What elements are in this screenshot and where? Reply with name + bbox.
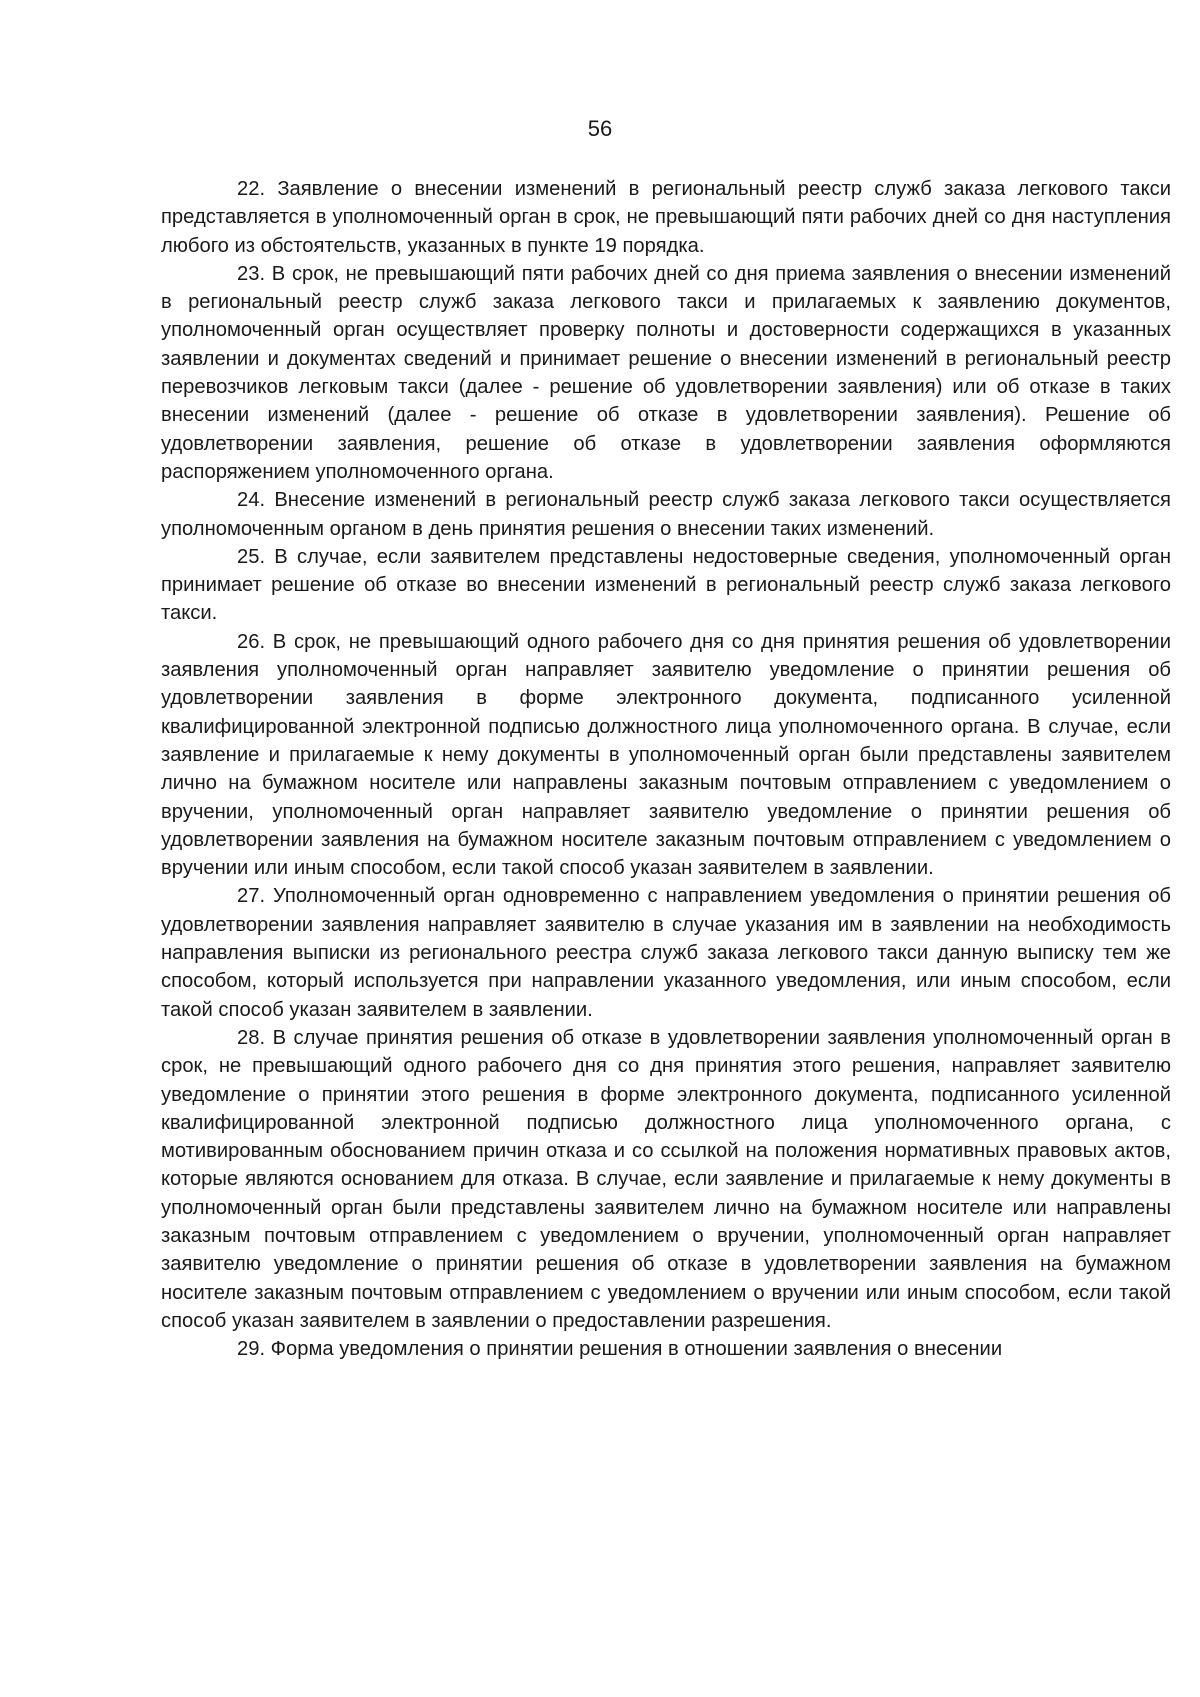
paragraph-28: 28. В случае принятия решения об отказе в удовлетворении заявления уполномоченный орган в срок, не превышающий одного рабочего дня со дня принятия этого решения, направляет заявителю уведомление о принятии этого решения в форме электронного документа, подписанного усиленной квалифицированной электронной подписью должностного лица уполномоченного органа, с мотивированным обоснованием причин отказа и со ссылкой на положения нормативных правовых актов, которые являются основанием для отказа. В случае, если заявление и прилагаемые к нему документы в уполномоченный орган были представлены заявителем лично на бумажном носителе или направлены заказным почтовым отправлением с уведомлением о вручении, уполномоченный орган направляет заявителю уведомление о принятии решения об отказе в удовлетворении заявления на бумажном носителе заказным почтовым отправлением с уведомлением о вручении или иным способом, если такой способ указан заявителем в заявлении о предоставлении разрешения. [161, 1026, 1171, 1332]
document-body [161, 175, 1171, 1363]
paragraph-23: 23. В срок, не превышающий пяти рабочих дней со дня приема заявления о внесении изменений в региональный реестр служб заказа легкового такси и прилагаемых к заявлению документов, уполномоченный орган осуществляет проверку полноты и достоверности содержащихся в указанных заявлении и документах сведений и принимает решение о внесении изменений в региональный реестр перевозчиков легковым такси (далее - решение об удовлетворении заявления) или об отказе в таких внесении изменений (далее - решение об отказе в удовлетворении заявления). Решение об удовлетворении заявления, решение об отказе в удовлетворении заявления оформляются распоряжением уполномоченного органа. [161, 262, 1171, 483]
paragraph-29: 29. Форма уведомления о принятии решения в отношении заявления о внесении [237, 1338, 1003, 1361]
paragraph-24: 24. Внесение изменений в региональный реестр служб заказа легкового такси осуществляется уполномоченным органом в день принятия решения о внесении таких изменений. [161, 489, 1171, 540]
paragraph-26: 26. В срок, не превышающий одного рабочего дня со дня принятия решения об удовлетворении заявления уполномоченный орган направляет заявителю уведомление о принятии решения об удовлетворении заявления в форме электронного документа, подписанного усиленной квалифицированной электронной подписью должностного лица уполномоченного органа. В случае, если заявление и прилагаемые к нему документы в уполномоченный орган были представлены заявителем лично на бумажном носителе или направлены заказным почтовым отправлением с уведомлением о вручении, уполномоченный орган направляет заявителю уведомление о принятии решения об удовлетворении заявления на бумажном носителе заказным почтовым отправлением с уведомлением о вручении или иным способом, если такой способ указан заявителем в заявлении. [161, 630, 1171, 880]
page-number: 56 [587, 116, 613, 141]
paragraph-25: 25. В случае, если заявителем представлены недостоверные сведения, уполномоченный орган принимает решение об отказе во внесении изменений в региональный реестр служб заказа легкового такси. [161, 545, 1171, 625]
paragraph-27: 27. Уполномоченный орган одновременно с направлением уведомления о принятии решения об удовлетворении заявления направляет заявителю в случае указания им в заявлении на необходимость направления выписки из регионального реестра служб заказа легкового такси данную выписку тем же способом, который используется при направлении указанного уведомления, или иным способом, если такой способ указан заявителем в заявлении. [161, 885, 1171, 1021]
paragraph-22: 22. Заявление о внесении изменений в региональный реестр служб заказа легкового такси представляется в уполномоченный орган в срок, не превышающий пяти рабочих дней со дня наступления любого из обстоятельств, указанных в пункте 19 порядка. [161, 178, 1171, 257]
